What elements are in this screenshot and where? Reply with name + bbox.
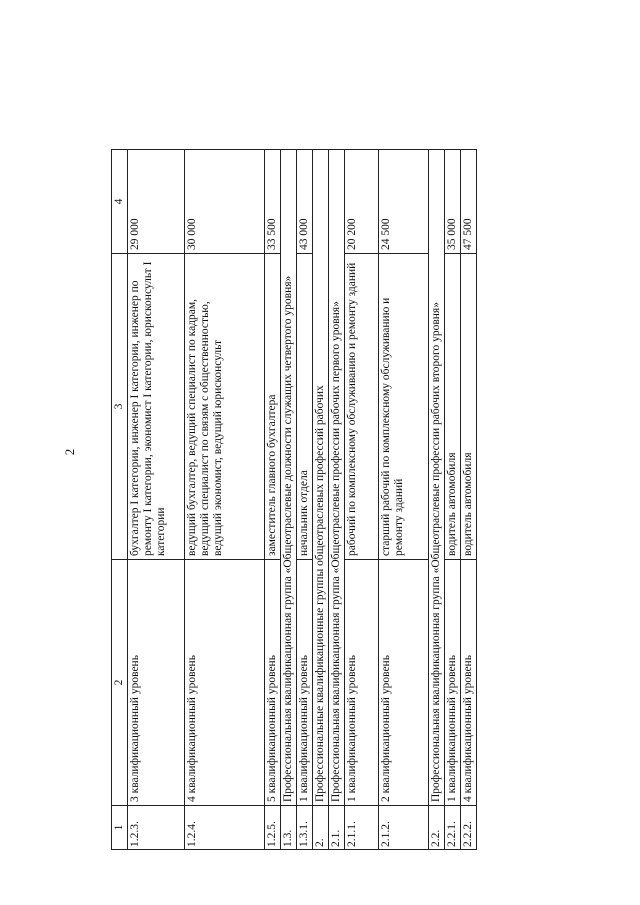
header-cell-1: 1: [112, 806, 128, 850]
salary: 47 500: [461, 150, 477, 254]
row-number: 1.3.1.: [297, 806, 313, 850]
positions: рабочий по комплексному обслуживанию и ремонту зданий: [345, 254, 379, 560]
group-title: Профессиональные квалификационные группы общеотраслевых профессий рабочих: [313, 150, 329, 806]
table-row: [445, 150, 461, 850]
row-number: 1.2.5.: [265, 806, 281, 850]
positions: начальник отдела: [297, 254, 313, 560]
salary: 35 000: [445, 150, 461, 254]
salary: 20 200: [345, 150, 379, 254]
header-cell-4: 4: [112, 150, 128, 254]
qualification-level: 5 квалификационный уровень: [265, 560, 281, 806]
table-row: [281, 150, 297, 850]
qualification-level: 4 квалификационный уровень: [185, 560, 265, 806]
positions: бухгалтер I категории, инженер I категории, инженер по ремонту I категории, экономист I категории, юрисконсульт I категории: [128, 254, 185, 560]
row-number: 2.1.1.: [345, 806, 379, 850]
salary: 33 500: [265, 150, 281, 254]
salary: 24 500: [379, 150, 429, 254]
qualification-level: 4 квалификационный уровень: [461, 560, 477, 806]
qualification-level: 1 квалификационный уровень: [297, 560, 313, 806]
positions: заместитель главного бухгалтера: [265, 254, 281, 560]
row-number: 1.2.3.: [128, 806, 185, 850]
row-number: 2.: [313, 806, 329, 850]
qualification-level: 2 квалификационный уровень: [379, 560, 429, 806]
group-title: Профессиональная квалификационная группа «Общеотраслевые профессии рабочих первого уровня»: [329, 150, 345, 806]
table-row: [265, 150, 281, 850]
salary: 43 000: [297, 150, 313, 254]
qualification-level: 1 квалификационный уровень: [345, 560, 379, 806]
page-number: 2: [62, 448, 77, 456]
table-row: [379, 150, 429, 850]
qualification-level: 1 квалификационный уровень: [445, 560, 461, 806]
salary: 29 000: [128, 150, 185, 254]
salary-table: [111, 149, 477, 850]
header-cell-2: 2: [112, 560, 128, 806]
positions: старший рабочий по комплексному обслуживанию и ремонту зданий: [379, 254, 429, 560]
row-number: 1.3.: [281, 806, 297, 850]
header-cell-3: 3: [112, 254, 128, 560]
header-row: [112, 150, 128, 850]
qualification-level: 3 квалификационный уровень: [128, 560, 185, 806]
salary: 30 000: [185, 150, 265, 254]
table-row: [345, 150, 379, 850]
positions: водитель автомобиля: [445, 254, 461, 560]
positions: ведущий бухгалтер, ведущий специалист по кадрам, ведущий специалист по связям с общественностью, ведущий экономист, ведущий юрисконсульт: [185, 254, 265, 560]
table-row: [185, 150, 265, 850]
row-number: 2.1.: [329, 806, 345, 850]
row-number: 1.2.4.: [185, 806, 265, 850]
row-number: 2.2.1.: [445, 806, 461, 850]
table-row: [329, 150, 345, 850]
row-number: 2.2.2.: [461, 806, 477, 850]
group-title: Профессиональная квалификационная группа «Общеотраслевые должности служащих четвертого уровня»: [281, 150, 297, 806]
row-number: 2.1.2.: [379, 806, 429, 850]
table-row: [313, 150, 329, 850]
table-row: [429, 150, 445, 850]
rotated-table-container: [111, 150, 474, 850]
table-row: [128, 150, 185, 850]
table-row: [297, 150, 313, 850]
table-row: [461, 150, 477, 850]
group-title: Профессиональная квалификационная группа «Общеотраслевые профессии рабочих второго уровня»: [429, 150, 445, 806]
positions: водитель автомобиля: [461, 254, 477, 560]
row-number: 2.2.: [429, 806, 445, 850]
